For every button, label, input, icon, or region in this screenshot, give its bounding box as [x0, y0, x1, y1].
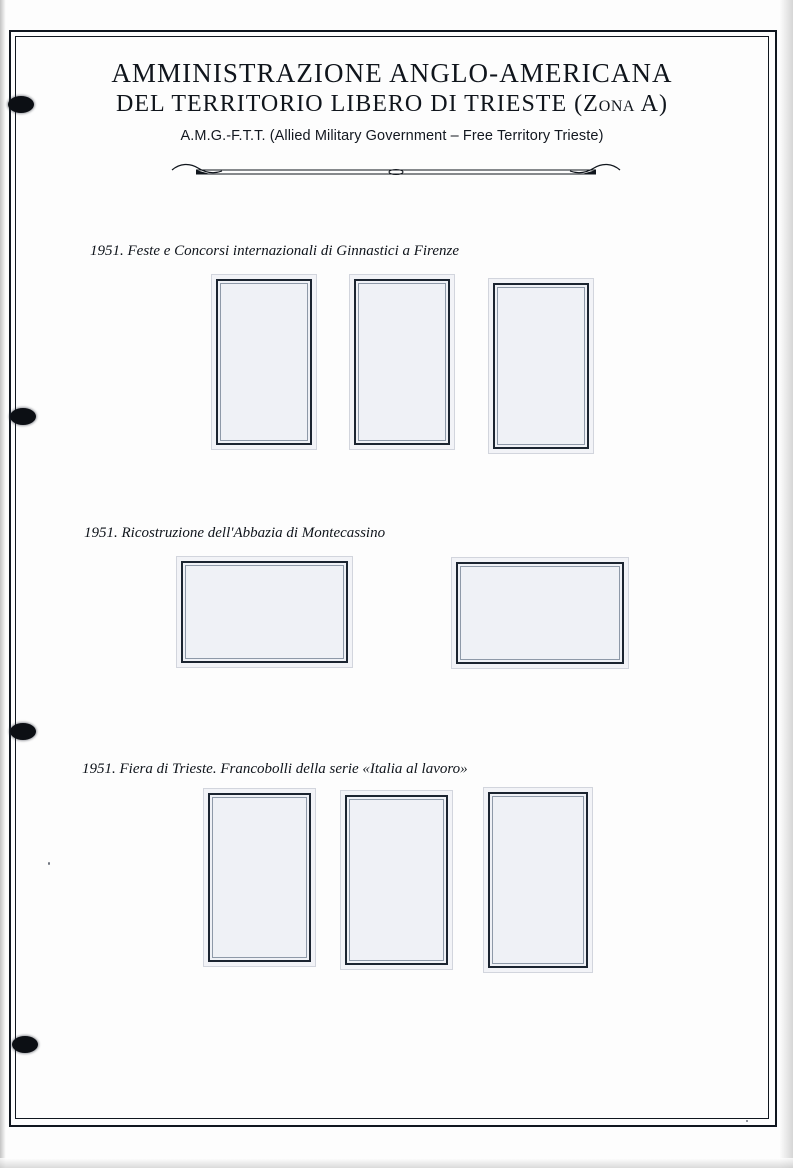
stamp-mount-frame: [345, 795, 448, 965]
stamp-mount-frame: [488, 792, 588, 968]
stamp-mount-frame: [456, 562, 624, 664]
scan-edge-left: [0, 0, 6, 1168]
page-heading: [24, 58, 760, 144]
section-caption-2: 1951. Ricostruzione dell'Abbazia di Montecassino: [84, 525, 386, 541]
page-title-line-2: [24, 90, 760, 121]
stamp-mount-frame: [216, 279, 312, 445]
scan-edge-right: [779, 0, 793, 1168]
stamp-mount-slot[interactable]: [452, 558, 628, 668]
page-title-line-2-main: DEL TERRITORIO LIBERO DI TRIESTE (Z: [116, 91, 599, 117]
scan-speck: [746, 1120, 748, 1122]
stamp-mount-frame: [181, 561, 348, 663]
page-title-line-2-end: A): [634, 91, 668, 117]
stamp-mount-frame: [493, 283, 589, 449]
binder-punch-hole: [12, 1036, 38, 1053]
binder-punch-hole: [10, 723, 36, 740]
scan-speck: [48, 862, 50, 865]
scan-edge-bottom: [0, 1158, 793, 1168]
decorative-divider-icon: [170, 160, 622, 184]
section-caption-3: 1951. Fiera di Trieste. Francobolli della serie «Italia al lavoro»: [82, 761, 468, 777]
stamp-mount-slot[interactable]: [489, 279, 593, 453]
stamp-mount-frame: [354, 279, 450, 445]
stamp-mount-slot[interactable]: [350, 275, 454, 449]
stamp-mount-frame: [208, 793, 311, 962]
page-subtitle: A.M.G.-F.T.T. (Allied Military Government – Free Territory Trieste): [180, 128, 604, 144]
page-title-line-1: AMMINISTRAZIONE ANGLO-AMERICANA: [111, 58, 673, 88]
stamp-mount-slot[interactable]: [212, 275, 316, 449]
binder-punch-hole: [10, 408, 36, 425]
section-caption-1: 1951. Feste e Concorsi internazionali di Ginnastici a Firenze: [90, 243, 459, 259]
stamp-mount-slot[interactable]: [341, 791, 452, 969]
stamp-mount-slot[interactable]: [177, 557, 352, 667]
page-title-line-2-smallcaps: ONA: [598, 98, 635, 115]
stamp-mount-slot[interactable]: [484, 788, 592, 972]
stamp-mount-slot[interactable]: [204, 789, 315, 966]
